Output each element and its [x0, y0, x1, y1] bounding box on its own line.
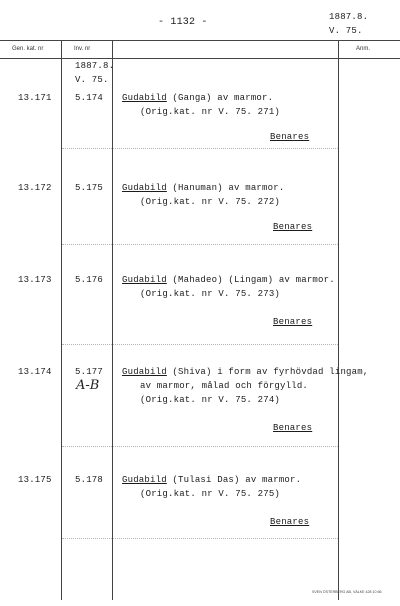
- object-type: Gudabild: [122, 475, 167, 485]
- description-text: (Orig.kat. nr V. 75. 273): [140, 289, 281, 299]
- inv-number: 5.177: [75, 367, 104, 377]
- object-type: Gudabild: [122, 275, 167, 285]
- place-name: Benares: [270, 132, 310, 142]
- inv-volume-note: V. 75.: [75, 75, 109, 85]
- guide-line: [62, 538, 338, 539]
- object-type: Gudabild: [122, 367, 167, 377]
- description-line: [122, 275, 335, 285]
- object-type: Gudabild: [122, 93, 167, 103]
- gen-kat-number: 13.173: [18, 275, 52, 285]
- description-line: [140, 489, 280, 499]
- column-header-inv: Inv. nr: [74, 46, 91, 52]
- gen-kat-number: 13.174: [18, 367, 52, 377]
- description-text: av marmor, målad och förgylld.: [140, 381, 309, 391]
- header-volume: V. 75.: [329, 26, 363, 36]
- page-number: - 1132 -: [158, 17, 208, 28]
- place-name: Benares: [270, 517, 310, 527]
- description-text: (Tulasi Das) av marmor.: [166, 475, 302, 485]
- inv-number: 5.178: [75, 475, 104, 485]
- column-rule-3: [338, 40, 339, 600]
- gen-kat-number: 13.172: [18, 183, 52, 193]
- description-line: [140, 381, 308, 391]
- description-text: (Orig.kat. nr V. 75. 274): [140, 395, 281, 405]
- description-text: (Orig.kat. nr V. 75. 275): [140, 489, 281, 499]
- gen-kat-number: 13.171: [18, 93, 52, 103]
- inv-number: 5.176: [75, 275, 104, 285]
- handwritten-inv-suffix: A-B: [76, 378, 100, 393]
- guide-line: [62, 446, 338, 447]
- description-line: [140, 395, 280, 405]
- place-name: Benares: [273, 423, 313, 433]
- column-header-gen-kat: Gen. kat. nr: [12, 46, 44, 52]
- place-name: Benares: [273, 222, 313, 232]
- description-line: [122, 475, 301, 485]
- column-rule-2: [112, 40, 113, 600]
- column-rule-1: [61, 40, 62, 600]
- inv-number: 5.175: [75, 183, 104, 193]
- header-accession: 1887.8.: [329, 12, 369, 22]
- header-bottom-rule: [0, 58, 400, 59]
- description-text: (Hanuman) av marmor.: [166, 183, 285, 193]
- description-line: [122, 183, 284, 193]
- description-text: (Mahadeo) (Lingam) av marmor.: [166, 275, 335, 285]
- column-header-anm: Anm.: [356, 46, 371, 52]
- guide-line: [62, 148, 338, 149]
- gen-kat-number: 13.175: [18, 475, 52, 485]
- description-line: [140, 107, 280, 117]
- inv-number: 5.174: [75, 93, 104, 103]
- guide-line: [62, 344, 338, 345]
- description-line: [122, 93, 273, 103]
- printer-imprint: SVEN ÖSTERBERG AB, VÄLKE 428 10 66: [312, 590, 382, 594]
- guide-line: [62, 244, 338, 245]
- inv-accession-note: 1887.8.: [75, 61, 115, 71]
- description-line: [140, 197, 280, 207]
- header-top-rule: [0, 40, 400, 41]
- description-text: (Ganga) av marmor.: [166, 93, 274, 103]
- description-line: [140, 289, 280, 299]
- description-text: (Orig.kat. nr V. 75. 272): [140, 197, 281, 207]
- description-line: [122, 367, 368, 377]
- description-text: (Shiva) i form av fyrhövdad lingam,: [166, 367, 369, 377]
- object-type: Gudabild: [122, 183, 167, 193]
- description-text: (Orig.kat. nr V. 75. 271): [140, 107, 281, 117]
- place-name: Benares: [273, 317, 313, 327]
